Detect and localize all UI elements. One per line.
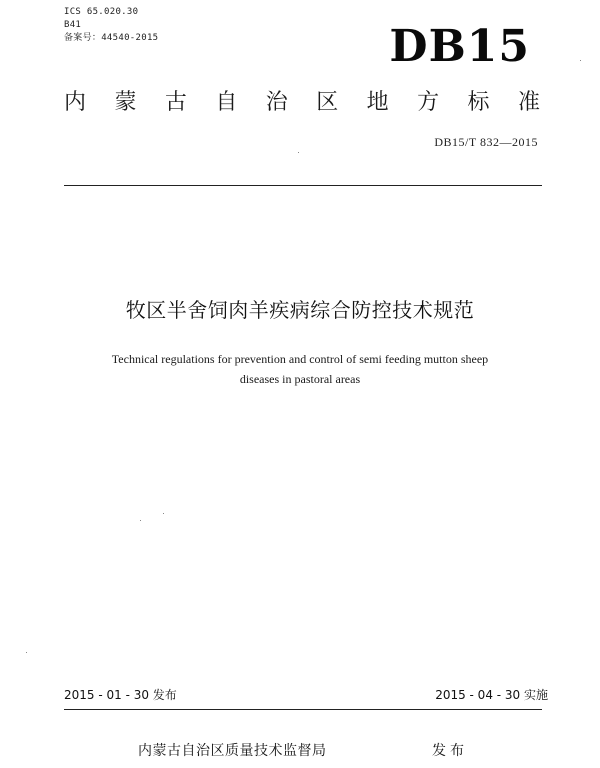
db-mark: DB15: [389, 21, 530, 72]
title-english-line-1: Technical regulations for prevention and control of semi feeding mutton sheep: [111, 352, 489, 366]
scan-speck: [163, 513, 164, 514]
issuing-authority: 内蒙古自治区质量技术监督局: [138, 743, 327, 759]
standard-type-char: 自: [215, 90, 238, 115]
scan-speck: [140, 520, 141, 521]
standard-type-char: 治: [265, 90, 288, 115]
standard-type-char: 蒙: [114, 90, 137, 115]
issue-date: 2015 - 01 - 30 发布: [64, 688, 177, 702]
ics-code: ICS 65.020.30: [64, 7, 139, 17]
standard-type: [64, 88, 540, 118]
issuing-suffix: 发布: [432, 743, 468, 759]
standard-code: DB15/T 832—2015: [434, 135, 538, 149]
title-chinese: 牧区半舍饲肉羊疾病综合防控技术规范: [125, 298, 475, 322]
filing-number: 备案号：44540-2015: [64, 33, 159, 43]
standard-type-char: 内: [64, 90, 87, 115]
standard-type-char: 区: [316, 90, 339, 115]
ccs-code: B41: [64, 20, 82, 30]
standard-type-char: 地: [366, 90, 389, 115]
header-divider: [64, 185, 542, 186]
standard-type-char: 古: [164, 90, 187, 115]
standard-type-char: 准: [517, 90, 540, 115]
scan-speck: [298, 152, 299, 153]
standard-type-char: 标: [467, 90, 490, 115]
scan-speck: [580, 60, 581, 61]
scan-speck: [26, 652, 27, 653]
footer-divider: [64, 709, 542, 710]
implementation-date: 2015 - 04 - 30 实施: [435, 688, 548, 702]
title-english-line-2: diseases in pastoral areas: [239, 372, 361, 386]
standard-type-char: 方: [417, 90, 440, 115]
